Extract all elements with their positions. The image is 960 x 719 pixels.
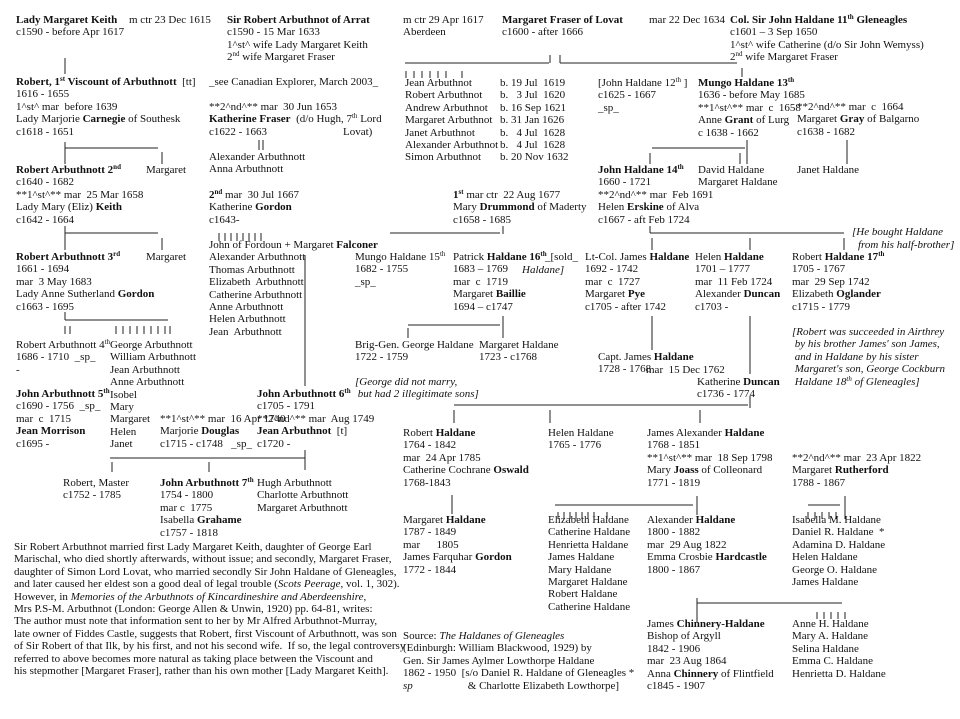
text-line: Margaret Baillie [453, 288, 526, 301]
text-line: Elizabeth Arbuthnott [209, 276, 304, 289]
explanatory-paragraph [14, 541, 405, 677]
text-line: Margaret [146, 251, 187, 263]
text-line: **2^nd^** mar c 1664 [797, 101, 904, 113]
text-line: Janet [110, 438, 133, 451]
person-margaret-rutherford [792, 452, 921, 489]
text-line: **1^st^** mar c 1658 [698, 101, 801, 114]
text-line: Elizabeth Haldane [548, 514, 629, 526]
person-margaret-gray [797, 101, 919, 138]
text-line: However, in Memories of the Arbuthnots of Kincardineshire and Aberdeenshire, [14, 590, 367, 603]
text-line: daughter of Simon Lord Lovat, who married secondly Sir John Haldane of Gleneagles, [14, 565, 397, 578]
text-line: Janet Haldane [797, 164, 859, 176]
text-line: 1722 - 1759 [355, 351, 409, 364]
text-line: [He bought Haldane [852, 226, 944, 238]
text-line: Robert Arbuthnott 2nd [16, 163, 121, 176]
text-line: Anne Arbuthnott [110, 376, 185, 389]
annotation-note [792, 326, 945, 388]
text-line: c1752 - 1785 [63, 489, 122, 502]
person-george-haldane [355, 339, 474, 364]
text-line: Mary Haldane [548, 563, 612, 576]
text-line: _see Canadian Explorer, March 2003_ [209, 76, 379, 88]
text-line: c1703 - [695, 300, 729, 313]
text-line: Margaret Haldane [698, 176, 778, 189]
text-line: and later caused her eldest son a good deal of legal trouble (Scots Peerage, vol. 1, 302). [14, 578, 400, 591]
text-line: Catherine Cochrane Oswald [403, 464, 529, 477]
text-line: 1842 - 1906 [647, 642, 701, 655]
text-line: Margaret Rutherford [792, 464, 889, 477]
text-line: 1st mar ctr 22 Aug 1677 [453, 188, 561, 201]
text-line: c1590 - before Apr 1617 [16, 26, 125, 39]
text-line: John Haldane 14th [598, 163, 684, 176]
text-line: mar 1805 [403, 538, 459, 551]
text-line: c1638 - 1682 [797, 125, 856, 138]
text-line: b. 4 Jul 1628 [500, 138, 566, 151]
person-margaret [146, 251, 186, 263]
text-line: Jean Morrison [16, 425, 86, 438]
person-helen-haldane [695, 251, 780, 313]
text-line: 1682 - 1755 [355, 263, 409, 276]
text-line: Daniel R. Haldane * [792, 526, 885, 539]
text-line: Anne H. Haldane [792, 618, 869, 630]
text-line: c1705 - after 1742 [585, 300, 666, 313]
text-line: c1640 - 1682 [16, 176, 75, 189]
text-line: Katherine Gordon [209, 201, 292, 214]
text-line: Adamina D. Haldane [792, 538, 886, 551]
person-margaret-fraser [502, 14, 623, 39]
text-line: 1701 – 1777 [695, 263, 750, 276]
person-robert-1st-viscount [16, 76, 196, 138]
text-line: mar c 1719 [453, 275, 508, 288]
text-line: mar c 1715 [16, 412, 71, 425]
text-line: Helen Haldane [695, 251, 764, 263]
text-line: James Alexander Haldane [647, 427, 765, 439]
text-line: Hugh Arbuthnott [257, 477, 332, 489]
text-line: 1705 - 1767 [792, 263, 846, 276]
text-line: Haldane 18th of Gleneagles] [792, 374, 920, 388]
text-line: Helen [110, 425, 137, 438]
person-margaret [146, 164, 186, 176]
person-lady-margaret-keith [16, 14, 124, 39]
text-line: Capt. James Haldane [598, 351, 694, 363]
marriage-note [403, 14, 484, 39]
text-line: Mungo Haldane 15th [355, 250, 446, 263]
text-line: Margaret Haldane [403, 514, 486, 526]
text-line: John Arbuthnott 5th [16, 387, 110, 400]
text-line: The author must note that information sent to her by Mr Alfred Arbuthnot-Murray, [14, 615, 378, 628]
text-line: 1^st^ mar before 1639 [16, 100, 118, 113]
text-line: Margaret Haldane [548, 575, 628, 588]
text-line: sp & Charlotte Elizabeth Lowthorpe] [403, 679, 619, 692]
text-line: Emma Crosbie Hardcastle [647, 551, 767, 564]
annotation-note [858, 239, 954, 251]
text-line: c1705 - 1791 [257, 400, 316, 413]
text-line: Sir Robert Arbuthnot of Arrat [227, 14, 370, 26]
text-line: but had 2 illegitimate sons] [355, 388, 479, 401]
text-line: 1660 - 1721 [598, 176, 652, 189]
text-line: 1764 - 1842 [403, 439, 457, 452]
text-line: Jean Arbuthnott [110, 363, 180, 376]
text-line: Brig-Gen. George Haldane [355, 339, 474, 351]
text-line: [Robert was succeeded in Airthrey [792, 326, 945, 338]
text-line: Mary A. Haldane [792, 630, 869, 643]
text-line: of Sir Robert of that Ilk, by his first, and not his second wife. If so, the legal controversy [14, 640, 406, 653]
text-line: Jean Arbuthnot [405, 77, 472, 89]
children-list [405, 77, 498, 164]
text-line: **2^nd^** mar Feb 1691 [598, 188, 714, 201]
wrapped-text [343, 126, 372, 138]
text-line: Henrietta D. Haldane [792, 667, 886, 680]
text-line: Patrick Haldane 16th [453, 250, 547, 263]
text-line: Robert Haldane 17th [792, 250, 885, 263]
text-line: 1768 - 1851 [647, 439, 701, 452]
text-line: 2nd mar 30 Jul 1667 [209, 188, 299, 201]
text-line: Lt-Col. James Haldane [585, 251, 690, 263]
text-line: by his brother James' son James, [792, 338, 940, 351]
annotation-note [355, 376, 479, 401]
text-line: mar 3 May 1683 [16, 275, 92, 288]
person-john-haldane-12 [598, 77, 687, 114]
text-line: Andrew Arbuthnot [405, 101, 488, 114]
marriage-note [646, 364, 725, 376]
person-robert-4th [16, 339, 110, 376]
text-line: Bishop of Argyll [647, 630, 721, 643]
text-line: Marischal, who died shortly afterwards, without issue; and secondly, Margaret Fraser, [14, 553, 392, 566]
text-line: c1715 - c1748 _sp_ [160, 437, 252, 450]
person-john-haldane-14 [598, 164, 713, 226]
text-line: Jean Arbuthnott [209, 325, 282, 338]
text-line: 1686 - 1710 _sp_ [16, 351, 96, 364]
person-margaret-haldane [403, 514, 512, 576]
text-line: c1622 - 1663 [209, 125, 268, 138]
text-line: mar 29 Aug 1822 [647, 538, 727, 551]
text-line: Isobel [110, 388, 137, 401]
text-line: c1757 - 1818 [160, 526, 219, 539]
text-line: Thomas Arbuthnott [209, 263, 295, 276]
text-line: Haldane] [522, 264, 565, 276]
text-line: **1^st^** mar 25 Mar 1658 [16, 188, 144, 201]
text-line: c1601 – 3 Sep 1650 [730, 26, 818, 39]
text-line: Emma C. Haldane [792, 655, 873, 668]
text-line: b. 20 Nov 1632 [500, 151, 569, 164]
text-line: Margaret Fraser of Lovat [502, 14, 623, 26]
text-line: Helen Arbuthnott [209, 313, 286, 326]
text-line: Marjorie Douglas [160, 425, 240, 438]
text-line: Col. Sir John Haldane 11th Gleneagles [730, 13, 908, 26]
text-line: Isabella M. Haldane [792, 514, 881, 526]
tick-group [116, 326, 170, 334]
text-line: mar 11 Feb 1724 [695, 275, 773, 288]
person-margaret-haldane [479, 339, 559, 364]
text-line: Alexander Arbuthnott [209, 251, 306, 264]
text-line: Catherine Haldane [548, 600, 631, 613]
text-line: 1772 - 1844 [403, 563, 457, 576]
text-line: Margaret Arbuthnot [405, 114, 493, 127]
text-line: Henrietta Haldane [548, 538, 629, 551]
text-line: 1694 – c1747 [453, 300, 513, 313]
text-line: Isabella Grahame [160, 514, 242, 527]
text-line: referred to above becomes more natural as taking place between the Viscount and [14, 652, 373, 665]
children-list [257, 477, 348, 514]
person-robert-2nd [16, 164, 143, 226]
text-line: Janet Arbuthnot [405, 126, 475, 139]
text-line: Margaret Gray of Balgarno [797, 113, 920, 126]
text-line: Elizabeth Oglander [792, 288, 881, 301]
text-line: mar 24 Apr 1785 [403, 451, 481, 464]
person-katherine-duncan [697, 376, 780, 401]
text-line: 1728 - 1768 [598, 363, 652, 376]
text-line: Robert, Master [63, 477, 129, 489]
text-line: Charlotte Arbuthnott [257, 489, 349, 502]
text-line: 1692 - 1742 [585, 263, 639, 276]
annotation-note [522, 264, 564, 276]
children-list [792, 514, 885, 588]
text-line: 1771 - 1819 [647, 476, 701, 489]
text-line: mar 23 Aug 1864 [647, 655, 727, 668]
text-line: Alexander Haldane [647, 514, 736, 526]
text-line: James Haldane [548, 551, 615, 564]
text-line: Catherine Arbuthnott [209, 288, 303, 301]
text-line: Robert Arbuthnott 4th [16, 338, 111, 351]
text-line: Helen Haldane [792, 551, 858, 564]
text-line: c1600 - after 1666 [502, 26, 583, 39]
text-line: 1^st^ wife Catherine (d/o Sir John Wemyss) [730, 38, 924, 51]
text-line: (Edinburgh: William Blackwood, 1929) by [403, 642, 592, 655]
text-line: Anna Arbuthnott [209, 163, 284, 176]
text-line: Mary Joass of Colleonard [647, 464, 763, 477]
text-line: **2^nd^** mar Aug 1749 [257, 412, 375, 425]
text-line: c1845 - 1907 [647, 679, 706, 692]
text-line: mar 22 Dec 1634 [649, 14, 726, 26]
text-line: 1661 - 1694 [16, 263, 70, 276]
person-john-7th [160, 477, 254, 539]
text-line: 1788 - 1867 [792, 476, 846, 489]
text-line: Katherine Fraser (d/o Hugh, 7th Lord [209, 112, 382, 126]
text-line: Robert Haldane [403, 427, 476, 439]
text-line: Mary Drummond of Maderty [453, 201, 587, 214]
text-line: b. 3 Jul 1620 [500, 89, 566, 102]
text-line: Anne Grant of Lurg [698, 114, 790, 127]
text-line: Selina Haldane [792, 642, 859, 655]
text-line: c1720 - [257, 437, 291, 450]
children-list [548, 514, 630, 613]
text-line: Mary [110, 400, 134, 413]
person-sir-john-haldane [730, 14, 924, 64]
marriage-note [649, 14, 725, 26]
text-line: b. 31 Jan 1626 [500, 114, 565, 127]
person-robert-master [63, 477, 129, 502]
text-line: c1643- [209, 213, 240, 226]
annotation-note [852, 226, 943, 238]
person-lt-col-james-haldane [585, 251, 689, 313]
text-line: Robert Arbuthnott 3rd [16, 250, 121, 263]
text-line: b. 16 Sep 1621 [500, 101, 566, 114]
text-line: Lady Mary (Eliz) Keith [16, 201, 122, 214]
text-line: Anna Chinnery of Flintfield [647, 667, 774, 680]
text-line: mar c 1727 [585, 275, 640, 288]
text-line: c1618 - 1651 [16, 125, 75, 138]
text-line: Alexander Duncan [695, 288, 781, 301]
text-line: c1658 - 1685 [453, 213, 512, 226]
person-helen-haldane [548, 427, 614, 452]
text-line: c1642 - 1664 [16, 213, 75, 226]
text-line: James Chinnery-Haldane [647, 618, 765, 630]
text-line: Anne Arbuthnott [209, 300, 284, 313]
text-line: mar c 1775 [160, 501, 213, 514]
person-janet-haldane [797, 164, 859, 176]
text-line: Margaret's son, George Cockburn [792, 363, 945, 376]
text-line: **2^nd^** mar 23 Apr 1822 [792, 452, 922, 464]
person-mungo-haldane-15 [355, 251, 445, 288]
text-line: Gen. Sir James Aylmer Lowthorpe Haldane [403, 654, 595, 667]
text-line: John of Fordoun + Margaret Falconer [209, 239, 378, 251]
person-james-chinnery-haldane [647, 618, 774, 692]
text-line: **1^st^** mar 18 Sep 1798 [647, 451, 773, 464]
text-line: late owner of Fiddes Castle, suggests that Robert, first Viscount of Arbuthnott, was son [14, 627, 397, 640]
person-sir-robert-arbuthnot [227, 14, 370, 64]
person-katherine-gordon [209, 189, 299, 226]
person-john-5th [16, 388, 110, 450]
text-line: b. 19 Jul 1619 [500, 77, 566, 89]
text-line: Katherine Duncan [697, 376, 780, 388]
text-line: 1765 - 1776 [548, 439, 602, 452]
text-line: c 1638 - 1662 [698, 126, 759, 139]
text-line: b. 4 Jul 1628 [500, 126, 566, 139]
children-list [698, 164, 778, 189]
children-list [209, 239, 378, 338]
text-line: William Arbuthnott [110, 351, 197, 364]
text-line: 1787 - 1849 [403, 526, 457, 539]
text-line: James Haldane [792, 575, 859, 588]
text-line: 1^st^ wife Lady Margaret Keith [227, 38, 368, 51]
text-line: _[sold_ [545, 251, 578, 263]
text-line: Margaret Pye [585, 288, 645, 301]
text-line: Simon Arbuthnot [405, 151, 482, 164]
text-line: from his half-brother] [858, 239, 955, 251]
text-line: c1667 - aft Feb 1724 [598, 213, 690, 226]
text-line: Jean Arbuthnot [t] [257, 425, 348, 438]
text-line: 1683 – 1769 [453, 263, 508, 276]
text-line: c1736 - 1774 [697, 388, 756, 401]
text-line: c1690 - 1756 _sp_ [16, 400, 101, 413]
text-line: c1715 - 1779 [792, 300, 851, 313]
text-line: David Haldane [698, 164, 765, 176]
person-mungo-haldane-13 [698, 77, 805, 139]
text-line: Robert Arbuthnot [405, 89, 483, 102]
text-line: Margaret [110, 413, 151, 426]
text-line: 1636 - before May 1685 [698, 89, 805, 102]
annotation-note [545, 251, 578, 263]
text-line: Alexander Arbuthnot [405, 138, 499, 151]
text-line: c1590 - 15 Mar 1633 [227, 26, 320, 39]
text-line: - [16, 363, 20, 376]
text-line: Mungo Haldane 13th [698, 76, 795, 89]
text-line: m ctr 23 Dec 1615 [129, 14, 211, 26]
text-line: Mrs P.S-M. Arbuthnot (London: George Allen & Unwin, 1920) pp. 64-81, writes: [14, 602, 373, 615]
birth-dates [500, 77, 568, 164]
text-line: and in Haldane by his sister [792, 350, 919, 363]
text-line: Lovat) [343, 126, 373, 138]
text-line: Margaret Haldane [479, 339, 559, 351]
text-line: Margaret Arbuthnott [257, 501, 348, 514]
text-line: John Arbuthnott 6th [257, 387, 351, 400]
text-line: James Farquhar Gordon [403, 551, 512, 564]
text-line: Lady Margaret Keith [16, 14, 118, 26]
text-line: [John Haldane 12th ] [598, 76, 688, 89]
text-line: 2nd wife Margaret Fraser [730, 50, 838, 64]
text-line: _sp_ [598, 101, 619, 114]
marriage-note [129, 14, 211, 26]
text-line: c1663 - 1695 [16, 300, 75, 313]
person-robert-haldane-17 [792, 251, 884, 313]
children-list [792, 618, 886, 680]
text-line: Robert, 1st Viscount of Arbuthnott [tt] [16, 75, 196, 88]
text-line: Margaret [146, 164, 187, 176]
person-robert-3rd [16, 251, 154, 313]
text-line: Aberdeen [403, 26, 446, 39]
text-line: 1800 - 1867 [647, 563, 701, 576]
text-line: c1625 - 1667 [598, 89, 657, 102]
text-line: Catherine Haldane [548, 526, 631, 539]
text-line: mar 29 Sep 1742 [792, 275, 870, 288]
person-james-alexander-haldane [647, 427, 773, 489]
text-line: _sp_ [355, 275, 376, 288]
person-alexander-haldane [647, 514, 767, 576]
text-line: **1^st^** mar 16 Apr 1740 [160, 412, 286, 425]
text-line: 1862 - 1950 [s/o Daniel R. Haldane of Gleneagles * [403, 667, 635, 680]
person-mary-drummond [453, 189, 587, 226]
text-line: 1800 - 1882 [647, 526, 701, 539]
text-line: c1695 - [16, 437, 50, 450]
text-line: 1768-1843 [403, 476, 451, 489]
text-line: Helen Erskine of Alva [598, 201, 700, 214]
text-line: m ctr 29 Apr 1617 [403, 14, 484, 26]
text-line: Lady Marjorie Carnegie of Southesk [16, 113, 181, 126]
text-line: 1616 - 1655 [16, 88, 70, 101]
text-line: 2nd wife Margaret Fraser [227, 50, 335, 64]
source-note [403, 630, 634, 692]
text-line: mar 15 Dec 1762 [646, 364, 725, 376]
text-line: 1754 - 1800 [160, 489, 214, 502]
text-line: John Arbuthnott 7th [160, 476, 254, 489]
text-line: George O. Haldane [792, 563, 878, 576]
text-line: his stepmother [Margaret Fraser], rather than his own mother [Lady Margaret Keith]. [14, 664, 389, 677]
text-line: [George did not marry, [355, 376, 458, 388]
text-line: Lady Anne Sutherland Gordon [16, 288, 155, 301]
reference-note [209, 76, 378, 88]
text-line: **2^nd^** mar 30 Jun 1653 [209, 101, 337, 113]
text-line: Sir Robert Arbuthnot married first Lady Margaret Keith, daughter of George Earl [14, 541, 372, 553]
text-line: George Arbuthnott [110, 339, 193, 351]
children-list [209, 151, 305, 176]
person-patrick-haldane-16 [453, 251, 547, 313]
text-line: Source: The Haldanes of Gleneagles [403, 630, 565, 642]
text-line: Alexander Arbuthnott [209, 151, 306, 163]
text-line: 1723 - c1768 [479, 351, 538, 364]
person-robert-haldane [403, 427, 529, 489]
text-line: Helen Haldane [548, 427, 614, 439]
text-line: Robert Haldane [548, 588, 618, 601]
